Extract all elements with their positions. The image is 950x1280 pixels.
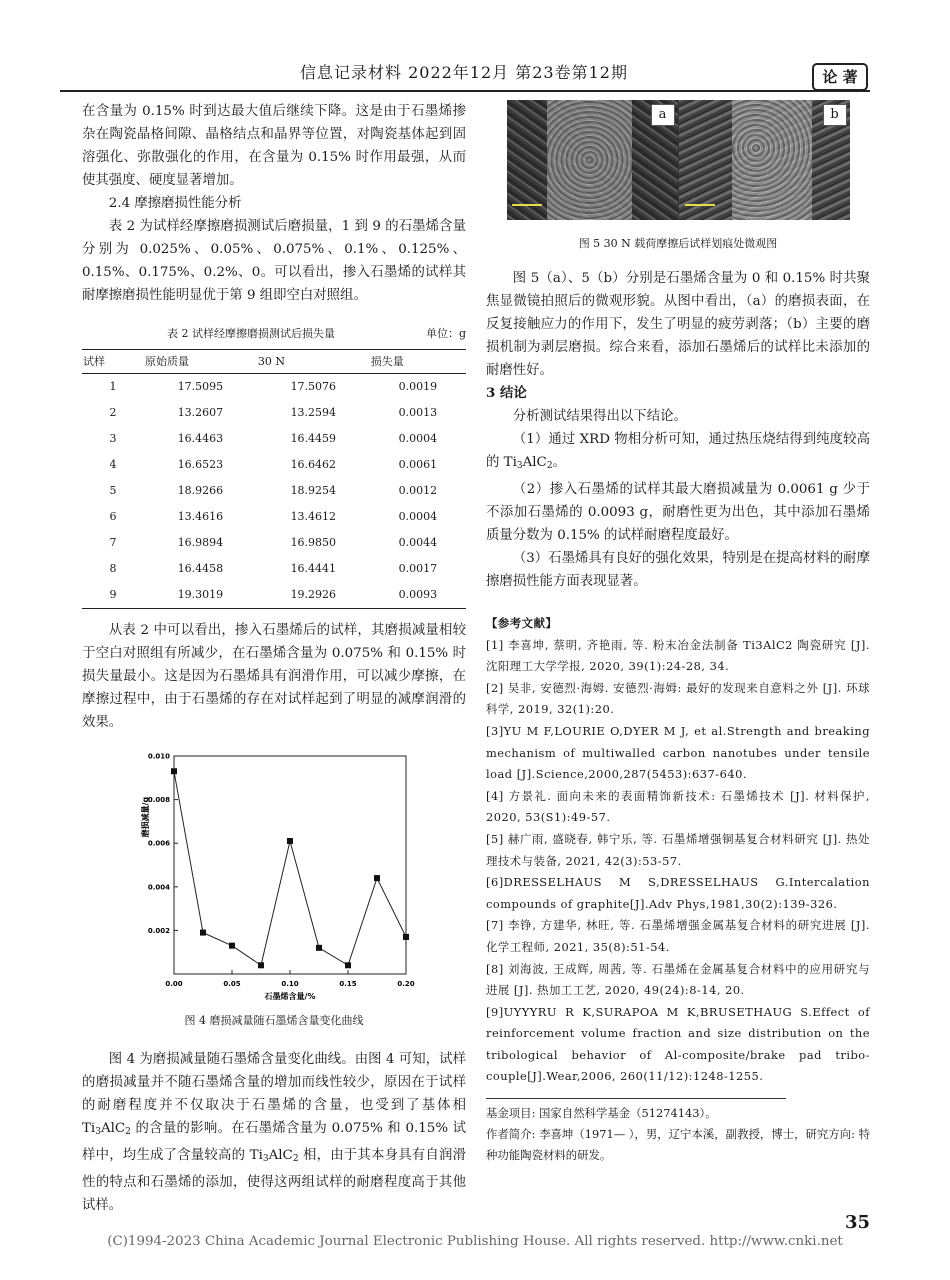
panel-label-a: a (651, 104, 675, 126)
data-point (200, 930, 206, 936)
table-cell: 19.2926 (257, 582, 370, 609)
table-cell: 6 (109, 510, 117, 523)
series-line (174, 771, 406, 965)
table-cell: 3 (109, 432, 117, 445)
reference-item: [4] 方景礼. 面向未来的表面精饰新技术: 石墨烯技术 [J]. 材料保护, 2020, 53(S1):49-57. (486, 788, 870, 825)
table2-unit: 单位：g (425, 327, 466, 340)
column-header: 30 N (257, 350, 370, 374)
table-cell: 16.4459 (290, 432, 337, 445)
paragraph-table2-discussion: 从表 2 中可以看出，掺入石墨烯后的试样，其磨损减量相较于空白对照组有所减少，在石墨烯含量为 0.075% 和 0.15% 时损失量最小。这是因为石墨烯具有润滑作用，可以减少摩擦，在摩擦过程中，由于石墨烯的存在对试样起到了明显的减摩润滑的效果。 (82, 623, 466, 730)
figure4-caption: 图 4 磨损减量随石墨烯含量变化曲线 (184, 1014, 364, 1027)
table-cell: 13.2594 (290, 406, 337, 419)
footnotes (486, 1103, 870, 1166)
y-tick-label: 0.010 (147, 752, 170, 761)
table-row (82, 452, 466, 478)
micrograph-b-scratch (732, 100, 812, 220)
y-tick-label: 0.004 (147, 883, 170, 892)
table-cell: 4 (109, 458, 117, 471)
panel-label-b: b (823, 104, 847, 126)
table-row (82, 556, 466, 582)
figure5-caption: 图 5 30 N 载荷摩擦后试样划痕处微观图 (578, 237, 778, 250)
table-cell: 19.3019 (144, 582, 257, 609)
section-heading-2-4: 2.4 摩擦磨损性能分析 (108, 196, 242, 211)
paragraph-strength-conclusion: 在含量为 0.15% 时到达最大值后继续下降。这是由于石墨烯掺杂在陶瓷晶格间隙、晶格结点和晶界等位置，对陶瓷基体起到固溶强化、弥散强化的作用，在含量为 0.15% 时作用最强，从而使其强度、硬度显著增加。 (82, 104, 466, 188)
table-cell: 0.0019 (398, 380, 438, 393)
x-tick-label: 0.05 (223, 980, 241, 988)
conclusion-intro: 分析测试结果得出以下结论。 (512, 409, 687, 424)
reference-item: [1] 李喜坤, 蔡明, 齐艳雨, 等. 粉末冶金法制备 Ti3AlC2 陶瓷研究 [J]. 沈阳理工大学学报, 2020, 39(1):24-28, 34. (486, 637, 870, 674)
table-cell: 5 (109, 484, 117, 497)
table-cell: 0.0093 (370, 582, 466, 609)
x-tick-label: 0.10 (281, 980, 299, 988)
figure5-micrograph (507, 100, 850, 220)
paragraph-figure4-discussion: 图 4 为磨损减量随石墨烯含量变化曲线。由图 4 可知，试样的磨损减量并不随石墨烯含量的增加而线性较少，原因在于试样的耐磨程度并不仅取决于石墨烯的含量，也受到了基体相 $Ti_3AlC_2$ 的含量的影响。在石墨烯含量为 0.075% 和 0.15% 试样中，均生成了含量较高的 $Ti_3AlC_2$ 相，由于其本身具有自润滑性的特点和石墨烯的添加，使得这两组试样的耐磨程度高于其他试样。 (82, 1052, 466, 1213)
plot-frame (174, 756, 406, 974)
reference-item: [9]UYYYRU R K,SURAPOA M K,BRUSETHAUG S.Effect of reinforcement volume fraction and size distribution on the tribological behavior of Al-composite/brake pad tribo-couple[J].Wear,2006, 260(11/12):1248-1255. (486, 1004, 870, 1084)
table-cell: 16.9894 (177, 536, 224, 549)
x-tick-label: 0.20 (397, 980, 415, 988)
table-row (82, 426, 466, 452)
figure4-chart (122, 748, 422, 1003)
reference-item: [6]DRESSELHAUS M S,DRESSELHAUS G.Intercalation compounds of graphite[J].Adv Phys,1981,30(2):139-326. (486, 875, 870, 911)
table-cell: 0.0012 (398, 484, 438, 497)
micrograph-a-scratch (547, 100, 632, 220)
y-tick-label: 0.008 (147, 796, 170, 805)
table-cell: 17.5095 (177, 380, 224, 393)
table-cell: 18.9254 (290, 484, 337, 497)
table-cell: 9 (82, 582, 144, 609)
data-point (316, 945, 322, 951)
figure4 (122, 748, 422, 1003)
reference-list (486, 635, 870, 1088)
journal-header: 信息记录材料 2022年12月 第23卷第12期 (300, 63, 628, 82)
table-cell: 13.4612 (290, 510, 337, 523)
table-row (82, 400, 466, 426)
table-row (82, 478, 466, 504)
paragraph-table2-intro: 表 2 为试样经摩擦磨损测试后磨损量，1 到 9 的石墨烯含量分别为 0.025%、0.05%、0.075%、0.1%、0.125%、0.15%、0.175%、0.2%、0。可以看出，掺入石墨烯的试样其耐摩擦磨损性能明显优于第 9 组即空白对照组。 (82, 219, 466, 303)
data-point (403, 934, 409, 940)
footnote-rule (486, 1098, 786, 1099)
data-point (345, 962, 351, 968)
column-header: 损失量 (370, 350, 466, 374)
table-cell: 16.4458 (177, 562, 224, 575)
table-cell: 16.6523 (177, 458, 224, 471)
table-cell: 17.5076 (290, 380, 337, 393)
y-tick-label: 0.002 (147, 926, 170, 935)
reference-item: [3]YU M F,LOURIE O,DYER M J, et al.Strength and breaking mechanism of multiwalled carbon nanotubes under tensile load [J].Science,2000,287(5453):637-640. (486, 723, 870, 782)
header-rule (60, 90, 870, 92)
table2-caption: 表 2 试样经摩擦磨损测试后损失量 (167, 327, 335, 340)
table-cell: 8 (109, 562, 117, 575)
fund-note: 基金项目: 国家自然科学基金（51274143）。 (486, 1106, 717, 1121)
section-heading-3: 3 结论 (486, 385, 527, 401)
x-axis-label: 石墨烯含量/% (264, 992, 316, 1001)
x-tick-label: 0.00 (165, 980, 183, 988)
data-point (287, 838, 293, 844)
table2-body (82, 374, 466, 609)
table-row (82, 374, 466, 401)
table-cell: 16.4441 (290, 562, 337, 575)
table-cell: 0.0004 (398, 510, 438, 523)
table-cell: 13.4616 (177, 510, 224, 523)
table-cell: 0.0017 (398, 562, 438, 575)
column-header: 试样 (82, 350, 144, 374)
paragraph-figure5-discussion: 图 5（a）、5（b）分别是石墨烯含量为 0 和 0.15% 时共聚焦显微镜拍照后的微观形貌。从图中看出，（a）的磨损表面，在反复接触应力的作用下，发生了明显的疲劳剥落；（b）主要的磨损机制为剥层磨损。综合来看，添加石墨烯后的试样比未添加的耐磨性好。 (486, 271, 870, 378)
y-axis-label: 磨损减量/g (141, 796, 150, 838)
table-row (82, 530, 466, 556)
table-cell: 2 (109, 406, 117, 419)
reference-item: [8] 刘海波, 王成辉, 周茜, 等. 石墨烯在金属基复合材料中的应用研究与进展 [J]. 热加工工艺, 2020, 49(24):8-14, 20. (486, 961, 870, 998)
section-badge: 论 著 (812, 63, 868, 91)
references (486, 613, 870, 1088)
table2-caption-row (82, 323, 466, 345)
table-cell: 16.6462 (290, 458, 337, 471)
table-cell: 0.0044 (398, 536, 438, 549)
table-cell: 18.9266 (177, 484, 224, 497)
table-cell: 13.2607 (177, 406, 224, 419)
table2 (82, 349, 466, 609)
scale-bar-a (512, 204, 542, 206)
table-row (82, 582, 466, 609)
table-cell: 16.9850 (290, 536, 337, 549)
conclusion-item-1: （1）通过 XRD 物相分析可知，通过热压烧结得到纯度较高的 $Ti_3AlC_2$。 (486, 432, 870, 471)
table-cell: 1 (109, 380, 117, 393)
conclusion-item-2: （2）掺入石墨烯的试样其最大磨损减量为 0.0061 g 少于不添加石墨烯的 0.0093 g，耐磨性更为出色，其中添加石墨烯质量分数为 0.15% 的试样耐磨程度最好。 (486, 482, 870, 543)
right-column (486, 100, 870, 1166)
table-cell: 0.0013 (398, 406, 438, 419)
left-column (82, 100, 466, 1217)
author-note: 作者简介: 李喜坤（1971— ），男，辽宁本溪，副教授，博士，研究方向: 特种功能陶瓷材料的研发。 (486, 1127, 870, 1163)
reference-item: [7] 李铮, 方建华, 林旺, 等. 石墨烯增强金属基复合材料的研究进展 [J]. 化学工程师, 2021, 35(8):51-54. (486, 918, 870, 954)
data-point (171, 768, 177, 774)
x-tick-label: 0.15 (339, 980, 357, 988)
table-cell: 7 (109, 536, 117, 549)
y-tick-label: 0.006 (147, 839, 170, 848)
table-row (82, 504, 466, 530)
scale-bar-b (685, 204, 715, 206)
table-header-row (82, 350, 466, 374)
references-title: 【参考文献】 (486, 616, 558, 630)
column-header: 原始质量 (144, 350, 257, 374)
page-number: 35 (844, 1212, 870, 1233)
data-point (374, 875, 380, 881)
reference-item: [2] 吴非, 安德烈·海姆. 安德烈·海姆: 最好的发现来自意料之外 [J]. 环球科学, 2019, 32(1):20. (486, 680, 870, 717)
table-cell: 0.0061 (398, 458, 438, 471)
data-point (258, 962, 264, 968)
reference-item: [5] 赫广雨, 盛晓春, 韩宁乐, 等. 石墨烯增强铜基复合材料研究 [J]. 热处理技术与装备, 2021, 42(3):53-57. (486, 831, 870, 868)
copyright-line: (C)1994-2023 China Academic Journal Electronic Publishing House. All rights reserved. http://www.cnki.net (107, 1234, 843, 1249)
data-point (229, 943, 235, 949)
table-cell: 0.0004 (398, 432, 438, 445)
conclusion-item-3: （3）石墨烯具有良好的强化效果，特别是在提高材料的耐摩擦磨损性能方面表现显著。 (486, 551, 870, 589)
table-cell: 16.4463 (177, 432, 224, 445)
